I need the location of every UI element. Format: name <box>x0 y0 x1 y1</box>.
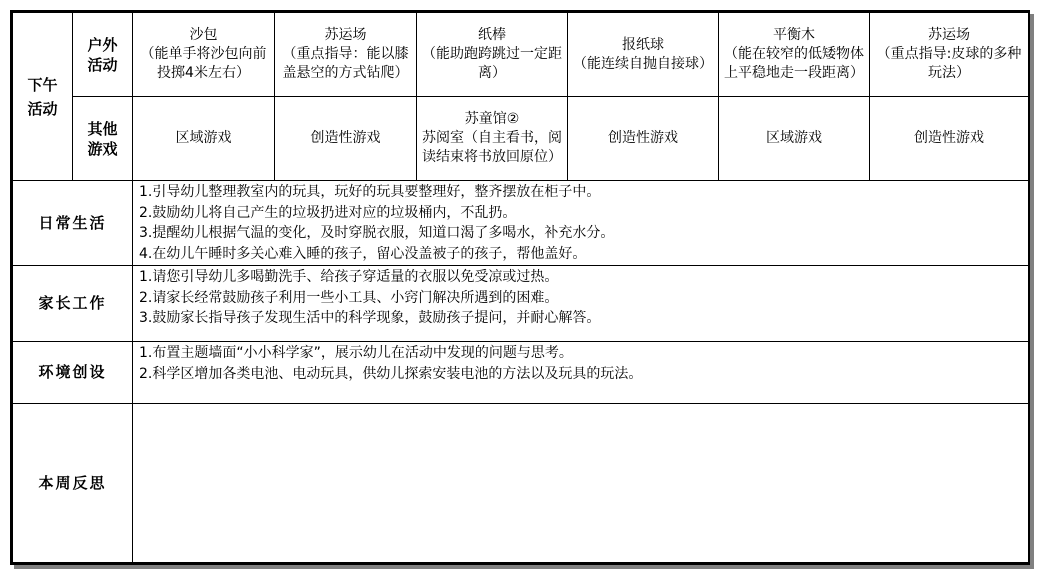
other-title: 区域游戏 <box>766 130 822 146</box>
outdoor-activity-label: 户外活动 <box>73 13 133 97</box>
parent-work-line: 3.鼓励家长指导孩子发现生活中的科学现象，鼓励孩子提问，并耐心解答。 <box>139 310 601 326</box>
environment-content <box>133 342 1029 404</box>
other-cell-5 <box>719 97 870 181</box>
outdoor-detail: （能单手将沙包向前投掷4米左右） <box>140 46 267 81</box>
other-games-label: 其他游戏 <box>73 97 133 181</box>
outdoor-detail: （重点指导：能以膝盖悬空的方式钻爬） <box>282 46 409 81</box>
parent-work-line: 2.请家长经常鼓励孩子利用一些小工具、小窍门解决所遇到的困难。 <box>139 289 559 306</box>
other-cell-4 <box>568 97 719 181</box>
other-detail: 苏阅室（自主看书，阅读结束将书放回原位） <box>422 130 562 165</box>
environment-label: 环境创设 <box>13 342 133 404</box>
outdoor-cell-2 <box>275 13 417 97</box>
daily-life-row <box>13 181 1029 266</box>
other-games-row <box>13 97 1029 181</box>
parent-work-label: 家长工作 <box>13 266 133 342</box>
environment-row <box>13 342 1029 404</box>
outdoor-title: 苏运场 <box>928 27 970 43</box>
parent-work-content <box>133 266 1029 342</box>
other-title: 创造性游戏 <box>914 130 984 146</box>
outdoor-cell-4 <box>568 13 719 97</box>
daily-life-content <box>133 181 1029 266</box>
reflection-content[interactable] <box>133 404 1029 563</box>
outdoor-cell-6 <box>870 13 1029 97</box>
parent-work-row <box>13 266 1029 342</box>
other-cell-1 <box>133 97 275 181</box>
outdoor-row <box>13 13 1029 97</box>
outdoor-cell-1 <box>133 13 275 97</box>
other-cell-6 <box>870 97 1029 181</box>
daily-life-line: 2.鼓励幼儿将自己产生的垃圾扔进对应的垃圾桶内，不乱扔。 <box>139 204 517 221</box>
other-title: 区域游戏 <box>175 130 232 146</box>
afternoon-activity-label: 下午活动 <box>13 13 73 181</box>
weekly-plan-table <box>12 12 1029 563</box>
environment-line: 1.布置主题墙面“小小科学家”，展示幼儿在活动中发现的问题与思考。 <box>139 345 573 361</box>
outdoor-cell-3 <box>417 13 568 97</box>
daily-life-line: 3.提醒幼儿根据气温的变化，及时穿脱衣服，知道口渴了多喝水，补充水分。 <box>139 225 615 241</box>
daily-life-line: 4.在幼儿午睡时多关心难入睡的孩子，留心没盖被子的孩子，帮他盖好。 <box>139 245 587 262</box>
outdoor-detail: （能连续自抛自接球） <box>573 55 713 72</box>
outdoor-detail: （能在较窄的低矮物体上平稳地走一段距离） <box>724 46 864 81</box>
outdoor-title: 沙包 <box>189 27 218 43</box>
reflection-label: 本周反思 <box>13 404 133 563</box>
other-cell-2 <box>275 97 417 181</box>
outdoor-title: 纸棒 <box>478 27 506 43</box>
outdoor-detail: （重点指导:皮球的多种玩法） <box>876 46 1022 81</box>
other-title: 苏童馆② <box>464 111 520 127</box>
outdoor-title: 苏运场 <box>324 27 367 43</box>
other-title: 创造性游戏 <box>310 130 381 146</box>
reflection-row <box>13 404 1029 563</box>
outdoor-detail: （能助跑跨跳过一定距离） <box>422 46 562 81</box>
outdoor-cell-5 <box>719 13 870 97</box>
outdoor-title: 平衡木 <box>773 27 815 43</box>
other-cell-3 <box>417 97 568 181</box>
outdoor-title: 报纸球 <box>622 36 664 53</box>
daily-life-line: 1.引导幼儿整理教室内的玩具，玩好的玩具要整理好，整齐摆放在柜子中。 <box>139 184 601 200</box>
parent-work-line: 1.请您引导幼儿多喝勤洗手、给孩子穿适量的衣服以免受凉或过热。 <box>139 269 559 285</box>
other-title: 创造性游戏 <box>608 130 678 146</box>
daily-life-label: 日常生活 <box>13 181 133 266</box>
environment-line: 2.科学区增加各类电池、电动玩具，供幼儿探索安装电池的方法以及玩具的玩法。 <box>139 365 643 382</box>
